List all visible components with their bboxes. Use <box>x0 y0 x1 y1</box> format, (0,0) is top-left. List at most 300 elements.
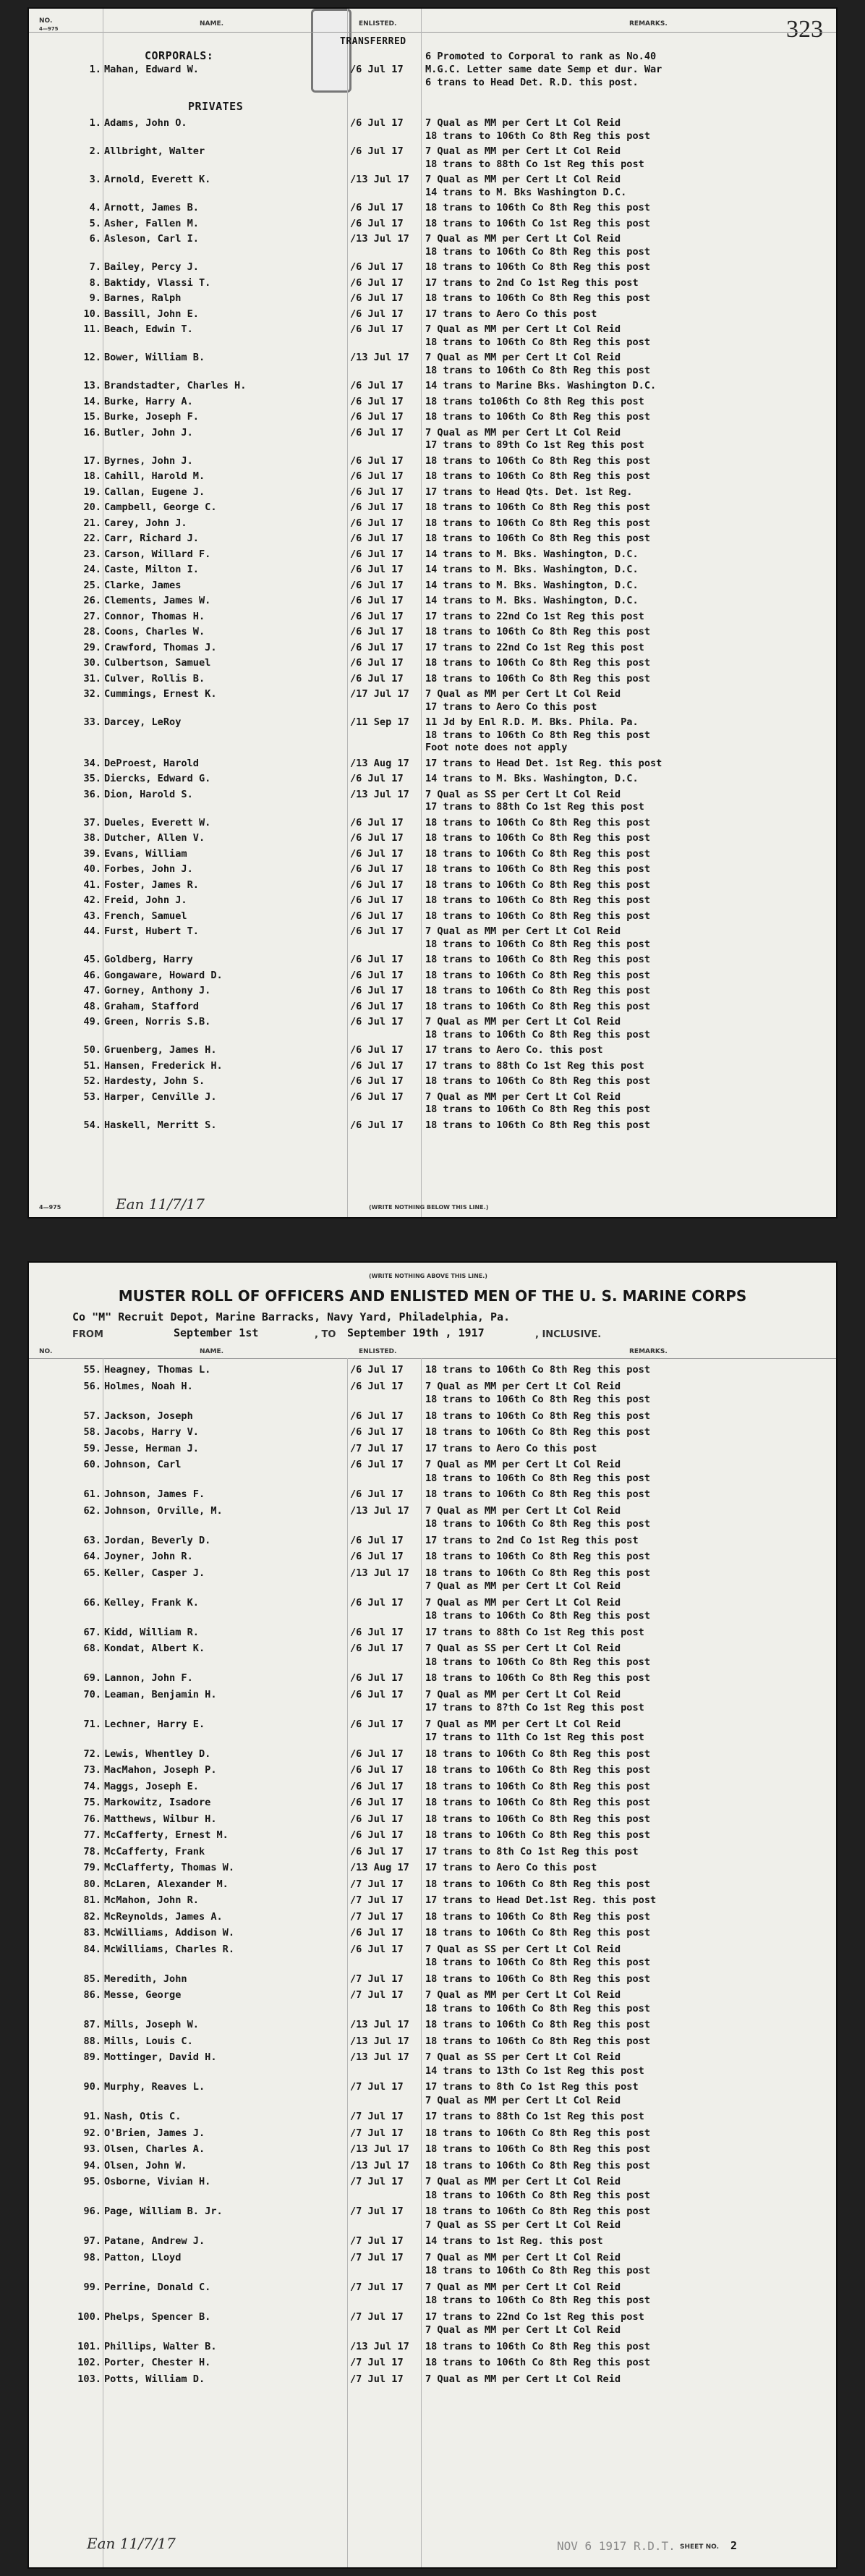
row-remark: 7 Qual as MM per Cert Lt Col Reid <box>425 2373 621 2385</box>
row-number: 51. <box>83 1059 101 1072</box>
row-name: Byrnes, John J. <box>104 454 193 467</box>
row-name: DeProest, Harold <box>104 757 199 769</box>
row-remark: 18 trans to 106th Co 8th Reg this post <box>425 1813 650 1825</box>
row-remark: 14 trans to 1st Reg. this post <box>425 2235 603 2247</box>
row-enlisted: /13 Jul 17 <box>350 2340 409 2352</box>
roster-row <box>29 1016 836 1041</box>
row-remark: 14 trans to M. Bks. Washington, D.C. <box>425 595 639 606</box>
roster-row <box>29 2373 836 2391</box>
row-enlisted: /6 Jul 17 <box>350 533 404 544</box>
row-name: Messe, George <box>104 1989 182 2001</box>
row-name: Lannon, John F. <box>104 1672 193 1684</box>
row-name: Heagney, Thomas L. <box>104 1364 211 1376</box>
row-remark: 18 trans to 106th Co 8th Reg this post <box>425 1910 650 1923</box>
row-enlisted: /6 Jul 17 <box>350 1551 404 1562</box>
row-name: Mottinger, David H. <box>104 2051 217 2063</box>
row-name: McWilliams, Charles R. <box>104 1943 235 1955</box>
roster-row <box>29 1989 836 2014</box>
row-remark: 18 trans to 106th Co 8th Reg this post <box>425 1610 650 1622</box>
muster-roll-sheet-1 <box>29 9 836 1217</box>
header-name: NAME. <box>200 1348 224 1355</box>
roster-row <box>29 2341 836 2359</box>
row-number: 73. <box>83 1764 101 1776</box>
row-remark: 18 trans to 106th Co 8th Reg this post <box>425 2295 650 2306</box>
row-remark: 18 trans to 106th Co 8th Reg this post <box>425 985 650 996</box>
row-enlisted: /6 Jul 17 <box>350 454 404 467</box>
row-remark: 17 trans to 22nd Co 1st Reg this post <box>425 2310 644 2323</box>
roster-row <box>29 2357 836 2375</box>
row-enlisted: /6 Jul 17 <box>350 863 404 875</box>
row-number: 96. <box>83 2206 101 2217</box>
row-remark: 18 trans to 106th Co 8th Reg this post <box>425 1488 650 1500</box>
row-remark: 7 Qual as MM per Cert Lt Col Reid <box>425 1688 621 1700</box>
row-number: 15. <box>83 411 101 423</box>
row-remark: 18 trans to 106th Co 8th Reg this post <box>425 1973 650 1985</box>
row-remark: 17 trans to 89th Co 1st Reg this post <box>425 439 644 451</box>
row-number: 76. <box>83 1813 101 1825</box>
row-number: 87. <box>83 2019 101 2030</box>
row-name: Bower, William B. <box>104 352 205 363</box>
roster-row <box>29 1459 836 1484</box>
row-enlisted: /6 Jul 17 <box>350 411 404 423</box>
row-number: 23. <box>83 548 101 560</box>
row-number: 47. <box>83 985 101 996</box>
muster-roll-title: MUSTER ROLL OF OFFICERS AND ENLISTED MEN OF THE U. S. MARINE CORPS <box>118 1287 747 1305</box>
row-name: Baktidy, Vlassi T. <box>104 276 211 289</box>
row-enlisted: /6 Jul 17 <box>350 1059 404 1072</box>
row-name: Leaman, Benjamin H. <box>104 1688 217 1700</box>
roster-row <box>29 323 836 348</box>
from-date: September 1st <box>174 1326 259 1339</box>
row-enlisted: /13 Jul 17 <box>350 233 409 245</box>
row-number: 64. <box>83 1551 101 1562</box>
row-remark: 7 Qual as SS per Cert Lt Col Reid <box>425 788 621 800</box>
row-remark: 17 trans to Head Qts. Det. 1st Reg. <box>425 486 633 498</box>
row-remark: 17 trans to Aero Co this post <box>425 308 597 320</box>
row-remark: 18 trans to 106th Co 8th Reg this post <box>425 1075 650 1087</box>
row-number: 18. <box>83 470 101 482</box>
row-enlisted: /7 Jul 17 <box>350 2357 404 2368</box>
row-remark: 14 trans to M. Bks. Washington, D.C. <box>425 564 639 575</box>
roster-row <box>29 1410 836 1428</box>
row-enlisted: /6 Jul 17 <box>350 470 404 482</box>
row-remark: 18 trans to 106th Co 8th Reg this post <box>425 2189 650 2201</box>
row-name: Meredith, John <box>104 1973 187 1985</box>
row-name: Culver, Rollis B. <box>104 672 205 685</box>
row-name: Graham, Stafford <box>104 1000 199 1012</box>
row-name: Carey, John J. <box>104 517 187 529</box>
roster-row <box>29 1364 836 1382</box>
row-number: 24. <box>83 564 101 575</box>
row-number: 44. <box>83 925 101 937</box>
row-number: 28. <box>83 626 101 637</box>
row-remark: 7 Qual as MM per Cert Lt Col Reid <box>425 2094 621 2106</box>
row-remark: 18 trans to 106th Co 8th Reg this post <box>425 626 650 637</box>
row-remark: 18 trans to 106th Co 8th Reg this post <box>425 2143 650 2155</box>
row-remark: 18 trans to 106th Co 8th Reg this post <box>425 1028 650 1041</box>
row-number: 38. <box>83 832 101 844</box>
row-number: 97. <box>83 2235 101 2247</box>
row-name: Freid, John J. <box>104 894 187 906</box>
row-number: 88. <box>83 2035 101 2047</box>
row-number: 59. <box>83 1442 101 1454</box>
row-remark: 18 trans to 106th Co 8th Reg this post <box>425 1394 650 1405</box>
roster-row <box>29 2081 836 2106</box>
row-remark: 18 trans to 106th Co 8th Reg this post <box>425 454 650 467</box>
row-remark: 18 trans to 106th Co 8th Reg this post <box>425 2265 650 2276</box>
row-remark: 7 Qual as SS per Cert Lt Col Reid <box>425 1643 621 1654</box>
row-enlisted: /13 Jul 17 <box>350 1504 409 1517</box>
row-number: 95. <box>83 2176 101 2187</box>
row-name: Goldberg, Harry <box>104 954 193 965</box>
row-remark: 7 Qual as MM per Cert Lt Col Reid <box>425 1504 621 1517</box>
row-name: Dion, Harold S. <box>104 788 193 800</box>
row-remark: 14 trans to M. Bks. Washington, D.C. <box>425 773 639 784</box>
row-enlisted: /13 Aug 17 <box>350 1862 409 1873</box>
row-remark: 7 Qual as MM per Cert Lt Col Reid <box>425 1596 621 1609</box>
row-remark: 17 trans to 2nd Co 1st Reg this post <box>425 1534 639 1546</box>
row-number: 16. <box>83 426 101 438</box>
row-remark: 18 trans to106th Co 8th Reg this post <box>425 395 644 407</box>
row-name: McLaren, Alexander M. <box>104 1878 229 1890</box>
row-number: 99. <box>83 2281 101 2293</box>
row-remark: 18 trans to 106th Co 8th Reg this post <box>425 411 650 423</box>
corporal-remark: 6 Promoted to Corporal to rank as No.40 <box>425 51 657 62</box>
row-name: Beach, Edwin T. <box>104 323 193 335</box>
section-privates: PRIVATES <box>188 100 244 113</box>
row-name: Johnson, Orville, M. <box>104 1504 223 1517</box>
roster-row <box>29 1829 836 1847</box>
row-remark: 18 trans to 88th Co 1st Reg this post <box>425 158 644 170</box>
row-number: 92. <box>83 2127 101 2139</box>
row-enlisted: /7 Jul 17 <box>350 2111 404 2122</box>
row-number: 84. <box>83 1943 101 1955</box>
from-label: FROM <box>72 1329 103 1340</box>
row-number: 58. <box>83 1426 101 1438</box>
row-number: 17. <box>83 454 101 467</box>
footer-code: 4—975 <box>39 1204 61 1211</box>
row-enlisted: /6 Jul 17 <box>350 1747 404 1760</box>
row-name: Mills, Joseph W. <box>104 2019 199 2030</box>
roster-row <box>29 1119 836 1137</box>
row-number: 56. <box>83 1380 101 1392</box>
row-remark: 7 Qual as MM per Cert Lt Col Reid <box>425 925 621 937</box>
roster-row <box>29 2051 836 2077</box>
header-form-code: 4—975 <box>39 26 59 32</box>
row-name: Haskell, Merritt S. <box>104 1119 217 1131</box>
roster-row <box>29 1813 836 1831</box>
row-remark: 18 trans to 106th Co 8th Reg this post <box>425 1829 650 1841</box>
row-name: Johnson, James F. <box>104 1488 205 1500</box>
row-name: Perrine, Donald C. <box>104 2281 211 2293</box>
row-remark: 7 Qual as MM per Cert Lt Col Reid <box>425 117 621 129</box>
row-name: McReynolds, James A. <box>104 1910 223 1923</box>
row-number: 10. <box>83 308 101 320</box>
row-number: 70. <box>83 1688 101 1700</box>
row-name: Holmes, Noah H. <box>104 1380 193 1392</box>
roster-row <box>29 1380 836 1405</box>
row-enlisted: /6 Jul 17 <box>350 1596 404 1609</box>
row-enlisted: /7 Jul 17 <box>350 1989 404 2001</box>
row-enlisted: /13 Jul 17 <box>350 2159 409 2172</box>
row-remark: 18 trans to 106th Co 8th Reg this post <box>425 878 650 891</box>
roster-row <box>29 2281 836 2306</box>
row-enlisted: /6 Jul 17 <box>350 64 404 75</box>
to-label: , TO <box>315 1329 336 1340</box>
row-number: 101. <box>77 2340 101 2352</box>
row-enlisted: /13 Jul 17 <box>350 352 409 363</box>
row-remark: 7 Qual as MM per Cert Lt Col Reid <box>425 1459 621 1470</box>
row-name: Olsen, Charles A. <box>104 2143 205 2155</box>
row-name: Arnott, James B. <box>104 202 199 213</box>
row-number: 48. <box>83 1000 101 1012</box>
header-no: NO. <box>39 1348 53 1355</box>
row-name: Bailey, Percy J. <box>104 261 199 273</box>
row-number: 3. <box>89 174 101 185</box>
row-enlisted: /6 Jul 17 <box>350 1090 404 1103</box>
row-enlisted: /6 Jul 17 <box>350 1688 404 1700</box>
header-no: NO. <box>39 17 53 25</box>
row-remark: 14 trans to M. Bks Washington D.C. <box>425 186 627 198</box>
row-remark: 18 trans to 106th Co 8th Reg this post <box>425 954 650 965</box>
row-enlisted: /6 Jul 17 <box>350 1488 404 1500</box>
roster-row <box>29 2310 836 2336</box>
row-remark: 7 Qual as MM per Cert Lt Col Reid <box>425 174 621 185</box>
row-number: 102. <box>77 2357 101 2368</box>
header-rule <box>29 32 836 33</box>
row-number: 75. <box>83 1797 101 1808</box>
row-number: 30. <box>83 657 101 669</box>
corporal-remark: M.G.C. Letter same date Semp et dur. War <box>425 64 662 75</box>
row-enlisted: /6 Jul 17 <box>350 1626 404 1638</box>
row-remark: 17 trans to 8?th Co 1st Reg this post <box>425 1702 644 1713</box>
row-enlisted: /6 Jul 17 <box>350 1459 404 1470</box>
row-name: Campbell, George C. <box>104 501 217 513</box>
row-remark: 18 trans to 106th Co 8th Reg this post <box>425 847 650 860</box>
row-remark: 7 Qual as SS per Cert Lt Col Reid <box>425 1943 621 1955</box>
row-number: 8. <box>89 276 101 289</box>
row-remark: 17 trans to 88th Co 1st Reg this post <box>425 1626 644 1638</box>
row-remark: 7 Qual as MM per Cert Lt Col Reid <box>425 426 621 438</box>
row-remark: 18 trans to 106th Co 8th Reg this post <box>425 245 650 258</box>
row-enlisted: /13 Jul 17 <box>350 1567 409 1579</box>
row-number: 80. <box>83 1878 101 1890</box>
row-name: Jesse, Herman J. <box>104 1442 199 1454</box>
row-name: Connor, Thomas H. <box>104 610 205 622</box>
row-enlisted: /17 Jul 17 <box>350 688 409 700</box>
row-number: 9. <box>89 292 101 304</box>
row-number: 98. <box>83 2251 101 2263</box>
row-number: 27. <box>83 610 101 622</box>
row-name: McWilliams, Addison W. <box>104 1927 235 1939</box>
row-remark: 7 Qual as MM per Cert Lt Col Reid <box>425 1989 621 2001</box>
roster-row <box>29 688 836 713</box>
row-remark: 18 trans to 106th Co 8th Reg this post <box>425 938 650 950</box>
row-enlisted: /6 Jul 17 <box>350 1410 404 1422</box>
row-remark: 14 trans to Marine Bks. Washington D.C. <box>425 380 657 391</box>
row-remark: 14 trans to M. Bks. Washington, D.C. <box>425 579 639 591</box>
row-number: 57. <box>83 1410 101 1422</box>
row-enlisted: /6 Jul 17 <box>350 1845 404 1857</box>
row-name: Lewis, Whentley D. <box>104 1747 211 1760</box>
row-remark: 18 trans to 106th Co 1st Reg this post <box>425 217 650 229</box>
row-remark: 18 trans to 106th Co 8th Reg this post <box>425 1103 650 1115</box>
row-name: Gorney, Anthony J. <box>104 985 211 996</box>
row-enlisted: /6 Jul 17 <box>350 395 404 407</box>
row-number: 31. <box>83 672 101 685</box>
row-enlisted: /6 Jul 17 <box>350 1426 404 1438</box>
row-remark: 17 trans to 88th Co 1st Reg this post <box>425 801 644 813</box>
row-enlisted: /6 Jul 17 <box>350 1718 404 1730</box>
row-name: Callan, Eugene J. <box>104 486 205 498</box>
row-remark: 18 trans to 106th Co 8th Reg this post <box>425 1410 650 1422</box>
row-enlisted: /6 Jul 17 <box>350 894 404 906</box>
row-number: 81. <box>83 1894 101 1906</box>
row-name: Hardesty, John S. <box>104 1075 205 1087</box>
row-number: 89. <box>83 2051 101 2063</box>
row-remark: 7 Qual as MM per Cert Lt Col Reid <box>425 1380 621 1392</box>
roster-row <box>29 1911 836 1929</box>
roster-row <box>29 1488 836 1507</box>
row-enlisted: /6 Jul 17 <box>350 548 404 560</box>
row-name: MacMahon, Joseph P. <box>104 1764 217 1776</box>
row-remark: 18 trans to 106th Co 8th Reg this post <box>425 517 650 529</box>
handwritten-signature: Ean 11/7/17 <box>116 1195 205 1213</box>
roster-row <box>29 1535 836 1553</box>
row-number: 86. <box>83 1989 101 2001</box>
roster-row <box>29 2127 836 2145</box>
roster-row <box>29 1688 836 1713</box>
row-number: 79. <box>83 1862 101 1873</box>
row-remark: 17 trans to 88th Co 1st Reg this post <box>425 1059 644 1072</box>
row-name: Keller, Casper J. <box>104 1567 205 1579</box>
roster-row <box>29 1551 836 1569</box>
row-remark: 17 trans to Aero Co this post <box>425 1442 597 1454</box>
row-number: 4. <box>89 202 101 213</box>
row-remark: 18 trans to 106th Co 8th Reg this post <box>425 863 650 875</box>
row-number: 11. <box>83 323 101 335</box>
row-enlisted: /7 Jul 17 <box>350 2081 404 2093</box>
section-corporals: CORPORALS: <box>145 49 214 62</box>
row-remark: 18 trans to 106th Co 8th Reg this post <box>425 470 650 482</box>
roster-row <box>29 1943 836 1968</box>
row-number: 34. <box>83 757 101 769</box>
roster-row <box>29 174 836 198</box>
row-number: 19. <box>83 486 101 498</box>
row-enlisted: /6 Jul 17 <box>350 380 404 391</box>
row-number: 43. <box>83 910 101 922</box>
row-name: Osborne, Vivian H. <box>104 2176 211 2187</box>
row-name: Mahan, Edward W. <box>104 64 199 75</box>
row-enlisted: /13 Jul 17 <box>350 174 409 185</box>
row-remark: 17 trans to Aero Co this post <box>425 700 597 713</box>
header-enlisted: ENLISTED. <box>359 1348 397 1355</box>
row-enlisted: /6 Jul 17 <box>350 501 404 513</box>
row-remark: 17 trans to 22nd Co 1st Reg this post <box>425 610 644 622</box>
row-remark: 7 Qual as MM per Cert Lt Col Reid <box>425 1016 621 1028</box>
row-name: Jordan, Beverly D. <box>104 1534 211 1546</box>
row-name: Johnson, Carl <box>104 1459 182 1470</box>
row-number: 22. <box>83 533 101 544</box>
roster-row <box>29 145 836 170</box>
roster-row <box>29 352 836 376</box>
row-name: Evans, William <box>104 847 187 860</box>
row-enlisted: /6 Jul 17 <box>350 1075 404 1087</box>
row-number: 94. <box>83 2159 101 2172</box>
row-enlisted: /7 Jul 17 <box>350 1442 404 1454</box>
row-name: Adams, John O. <box>104 117 187 129</box>
row-enlisted: /6 Jul 17 <box>350 832 404 844</box>
row-remark: 18 trans to 106th Co 8th Reg this post <box>425 130 650 142</box>
row-number: 6. <box>89 233 101 245</box>
roster-row <box>29 1596 836 1622</box>
row-number: 93. <box>83 2143 101 2155</box>
row-name: Kelley, Frank K. <box>104 1596 199 1609</box>
row-name: Gruenberg, James H. <box>104 1044 217 1056</box>
row-enlisted: /13 Jul 17 <box>350 2035 409 2047</box>
row-remark: 17 trans to Head Det.1st Reg. this post <box>425 1894 657 1906</box>
row-enlisted: /6 Jul 17 <box>350 641 404 653</box>
row-remark: 7 Qual as MM per Cert Lt Col Reid <box>425 2281 621 2293</box>
row-name: Joyner, John R. <box>104 1551 193 1562</box>
row-enlisted: /6 Jul 17 <box>350 925 404 937</box>
row-name: Dueles, Everett W. <box>104 816 211 829</box>
row-name: Diercks, Edward G. <box>104 773 211 784</box>
roster-row <box>29 1090 836 1115</box>
row-name: Asher, Fallen M. <box>104 217 199 229</box>
top-note: (WRITE NOTHING ABOVE THIS LINE.) <box>369 1273 487 1279</box>
row-enlisted: /6 Jul 17 <box>350 117 404 129</box>
row-number: 100. <box>77 2310 101 2323</box>
transferred-label: TRANSFERRED <box>340 36 406 47</box>
row-remark: 7 Qual as MM per Cert Lt Col Reid <box>425 2324 621 2336</box>
row-number: 45. <box>83 954 101 965</box>
roster-row <box>29 1846 836 1864</box>
row-enlisted: /7 Jul 17 <box>350 2281 404 2293</box>
row-name: Jacobs, Harry V. <box>104 1426 199 1438</box>
row-enlisted: /13 Jul 17 <box>350 788 409 800</box>
row-name: Coons, Charles W. <box>104 626 205 637</box>
row-remark: 18 trans to 106th Co 8th Reg this post <box>425 894 650 906</box>
sheet-no-label: SHEET NO. <box>680 2543 719 2551</box>
row-number: 67. <box>83 1626 101 1638</box>
row-name: Foster, James R. <box>104 878 199 891</box>
row-remark: 7 Qual as SS per Cert Lt Col Reid <box>425 2219 621 2231</box>
roster-row <box>29 1878 836 1897</box>
row-name: Matthews, Wilbur H. <box>104 1813 217 1825</box>
row-remark: 18 trans to 106th Co 8th Reg this post <box>425 832 650 844</box>
row-enlisted: /11 Sep 17 <box>350 716 409 728</box>
row-name: Clarke, James <box>104 579 182 591</box>
row-enlisted: /6 Jul 17 <box>350 1672 404 1684</box>
row-number: 39. <box>83 847 101 860</box>
row-enlisted: /6 Jul 17 <box>350 145 404 157</box>
row-enlisted: /6 Jul 17 <box>350 1764 404 1776</box>
row-remark: 7 Qual as MM per Cert Lt Col Reid <box>425 233 621 245</box>
row-remark: 18 trans to 106th Co 8th Reg this post <box>425 1672 650 1684</box>
row-number: 90. <box>83 2081 101 2093</box>
row-remark: 14 trans to 13th Co 1st Reg this post <box>425 2064 644 2077</box>
row-enlisted: /6 Jul 17 <box>350 910 404 922</box>
row-remark: 18 trans to 106th Co 8th Reg this post <box>425 910 650 922</box>
row-number: 21. <box>83 517 101 529</box>
row-number: 54. <box>83 1119 101 1131</box>
row-enlisted: /6 Jul 17 <box>350 816 404 829</box>
row-enlisted: /6 Jul 17 <box>350 847 404 860</box>
row-number: 1. <box>89 64 101 75</box>
row-remark: 18 trans to 106th Co 8th Reg this post <box>425 1364 650 1376</box>
muster-roll-subtitle: Co "M" Recruit Depot, Marine Barracks, Navy Yard, Philadelphia, Pa. <box>72 1310 511 1323</box>
